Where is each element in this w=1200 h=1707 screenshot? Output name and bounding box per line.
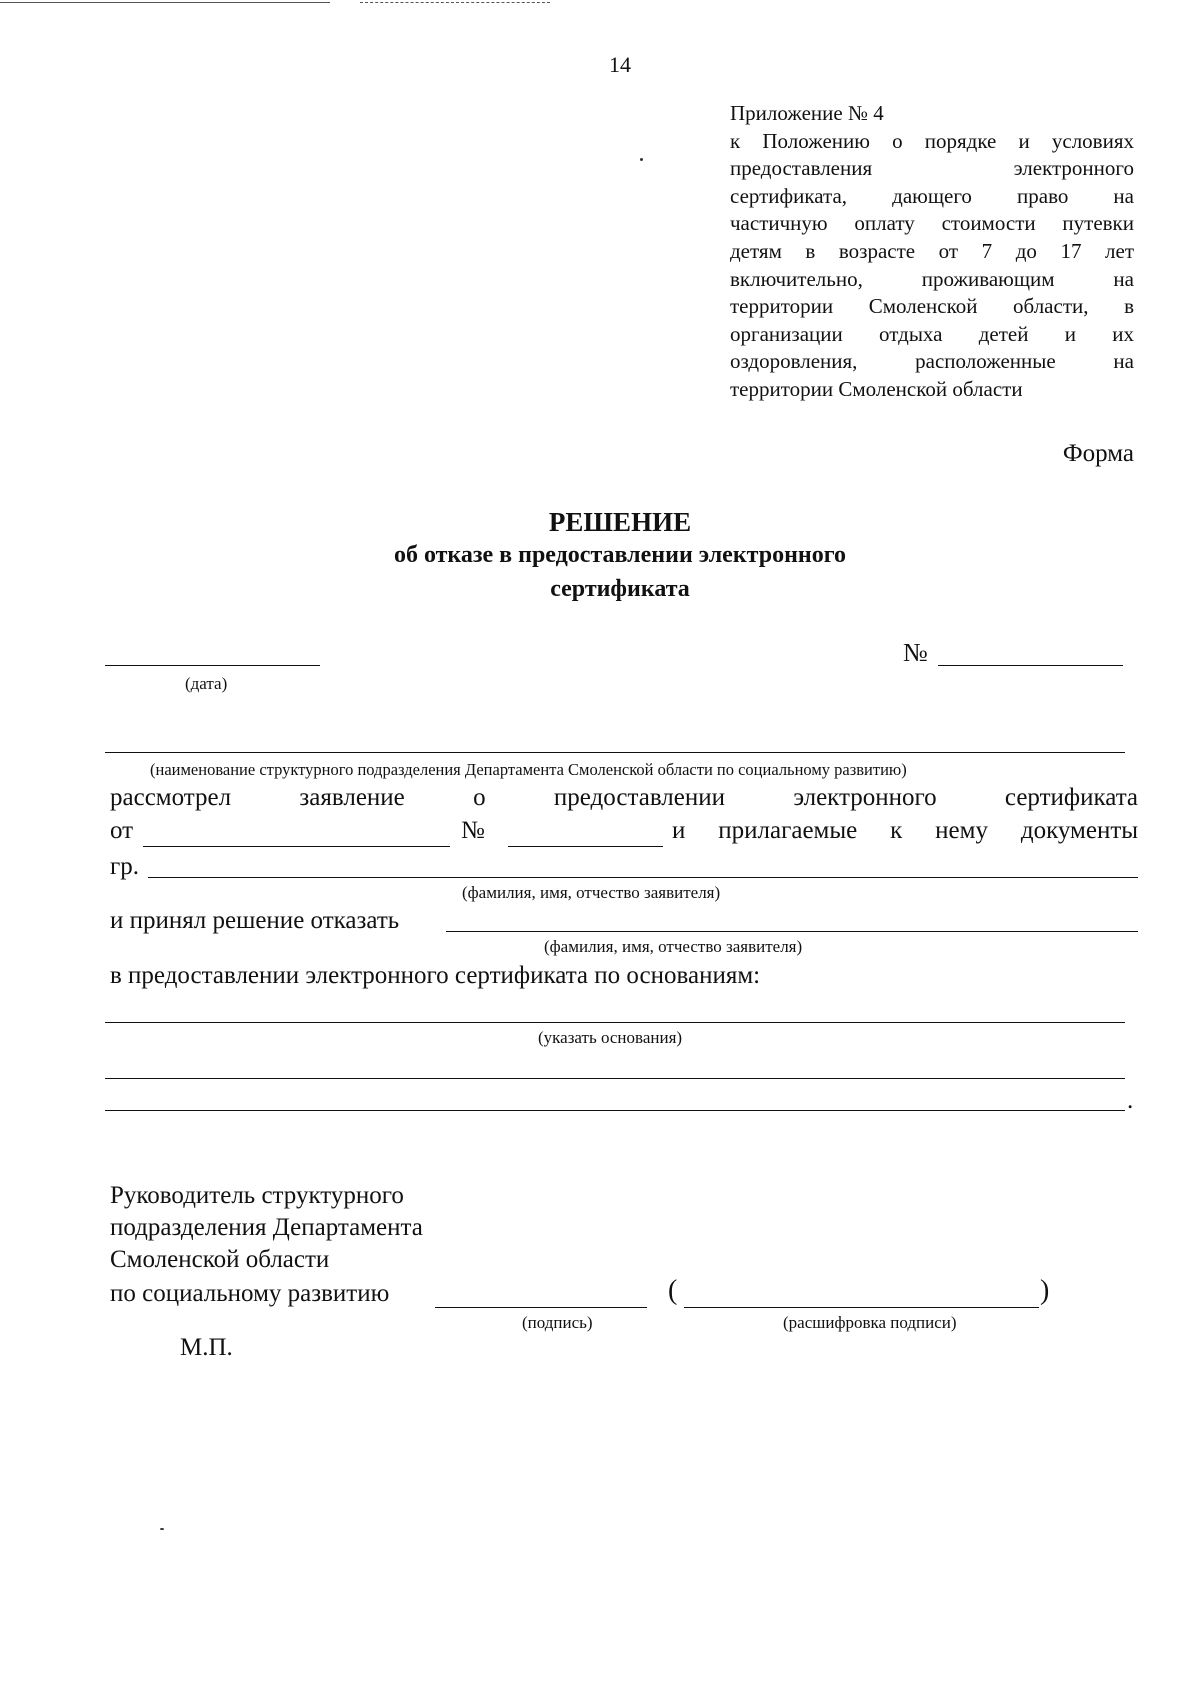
- appendix-line: территории Смоленской области: [730, 376, 1023, 401]
- number-sign: №: [903, 638, 928, 667]
- applicant-name-line[interactable]: [148, 877, 1138, 878]
- signatory-line: по социальному развитию: [110, 1280, 390, 1307]
- signatory-line: подразделения Департамента: [110, 1214, 423, 1241]
- decision-caption: (фамилия, имя, отчество заявителя): [544, 937, 803, 956]
- signature-caption: (подпись): [522, 1313, 593, 1332]
- decoding-close-paren: ): [1040, 1275, 1050, 1306]
- signatory-line: Руководитель структурного: [110, 1182, 404, 1209]
- application-number-line[interactable]: [508, 846, 663, 847]
- application-number-sign: №: [461, 817, 485, 844]
- body-row-1: [110, 784, 1138, 812]
- scan-edge-line: [0, 2, 330, 3]
- application-date-line[interactable]: [143, 846, 450, 847]
- department-field-line[interactable]: [105, 752, 1125, 753]
- applicant-caption: (фамилия, имя, отчество заявителя): [462, 883, 721, 902]
- decision-name-line[interactable]: [446, 931, 1138, 932]
- appendix-line: оздоровления, расположенные на: [730, 349, 1134, 374]
- signature-field-line[interactable]: [435, 1307, 647, 1308]
- body-word: и: [672, 817, 686, 844]
- appendix-line: частичную оплату стоимости путевки: [730, 211, 1134, 236]
- body-word: о: [473, 784, 486, 811]
- appendix-block: [730, 100, 1134, 404]
- appendix-line: включительно, проживающим на: [730, 266, 1134, 291]
- body-word: предоставлении: [553, 784, 725, 811]
- body-word: к: [890, 817, 903, 844]
- date-field-line[interactable]: [105, 665, 320, 666]
- grounds-line-2[interactable]: [105, 1078, 1125, 1079]
- body-row-2-tail: [672, 817, 1138, 845]
- document-title: РЕШЕНИЕ: [548, 507, 692, 537]
- form-label: Форма: [1062, 440, 1134, 467]
- grounds-caption: (указать основания): [538, 1028, 683, 1047]
- from-label: от: [110, 817, 134, 844]
- body-word: заявление: [299, 784, 405, 811]
- body-word: электронного: [793, 784, 937, 811]
- number-field-line[interactable]: [938, 665, 1123, 666]
- grounds-line-3[interactable]: [105, 1110, 1125, 1111]
- decision-text: и принял решение отказать: [110, 907, 400, 934]
- document-subtitle: сертификата: [550, 576, 690, 602]
- scan-edge-line: [360, 2, 550, 3]
- body-word: сертификата: [1004, 784, 1139, 811]
- grounds-text: в предоставлении электронного сертификата по основаниям:: [110, 962, 761, 989]
- speck: [640, 158, 643, 161]
- appendix-line: территории Смоленской области, в: [730, 294, 1134, 319]
- body-word: нему: [935, 817, 988, 844]
- document-subtitle: об отказе в предоставлении электронного: [393, 542, 847, 568]
- decoding-caption: (расшифровка подписи): [783, 1313, 957, 1332]
- appendix-line: сертификата, дающего право на: [730, 183, 1134, 208]
- date-caption: (дата): [185, 674, 228, 693]
- appendix-line: к Положению о порядке и условиях: [730, 128, 1134, 153]
- grounds-line-1[interactable]: [105, 1022, 1125, 1023]
- body-word: документы: [1020, 817, 1139, 844]
- body-word: рассмотрел: [110, 784, 232, 811]
- appendix-line: детям в возрасте от 7 до 17 лет: [730, 238, 1134, 263]
- stamp-place: М.П.: [180, 1334, 233, 1361]
- signatory-line: Смоленской области: [110, 1246, 330, 1273]
- speck: [160, 1528, 164, 1530]
- department-caption: (наименование структурного подразделения Департамента Смоленской области по социальному развитию): [150, 760, 907, 779]
- appendix-line: Приложение № 4: [730, 101, 884, 125]
- decoding-open-paren: (: [668, 1275, 678, 1306]
- end-period: .: [1127, 1087, 1134, 1114]
- appendix-line: предоставления электронного: [730, 156, 1134, 181]
- body-word: прилагаемые: [718, 817, 858, 844]
- signature-decoding-line[interactable]: [684, 1307, 1039, 1308]
- citizen-prefix: гр.: [110, 853, 140, 880]
- appendix-line: организации отдыха детей и их: [730, 321, 1134, 346]
- page-number: 14: [609, 52, 631, 77]
